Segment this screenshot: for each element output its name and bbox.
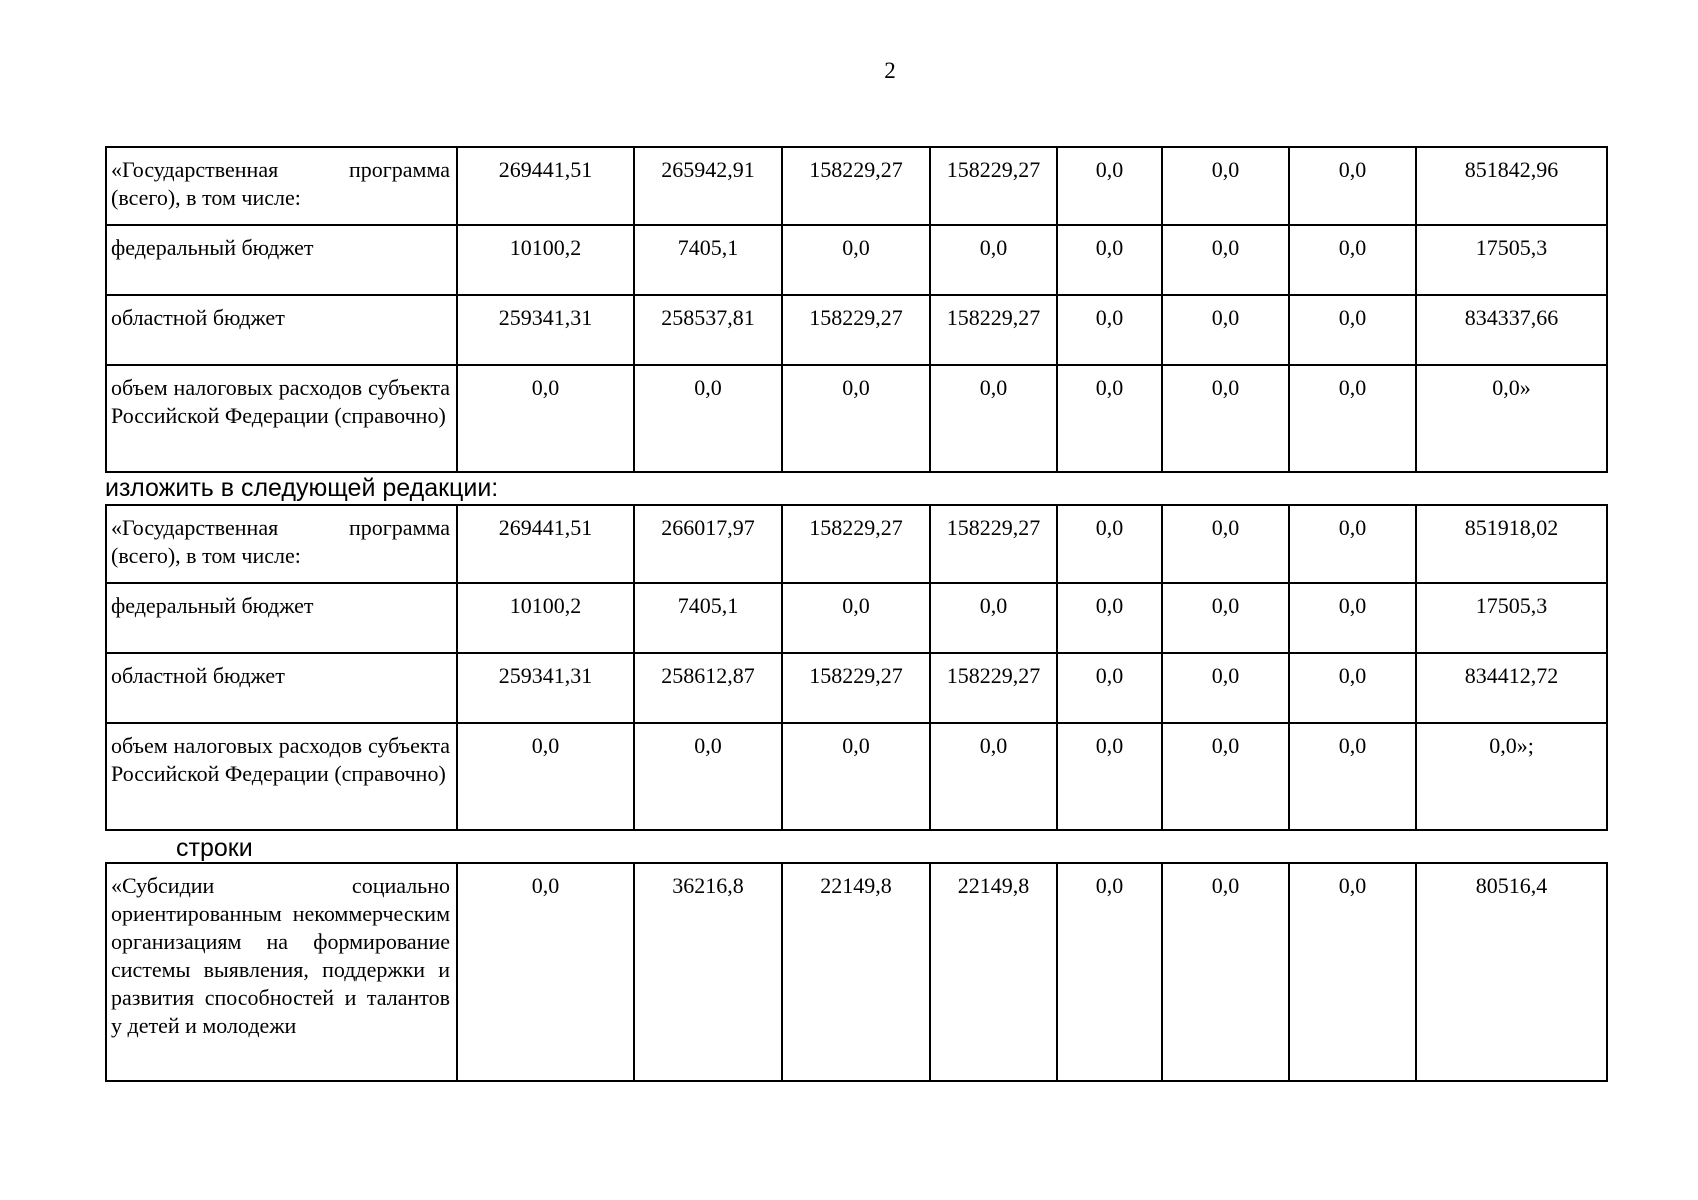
table-cell: 0,0 (1057, 863, 1162, 1081)
table-cell: 0,0»; (1416, 723, 1607, 830)
table-cell: 10100,2 (457, 583, 634, 653)
table-cell: 0,0 (1162, 505, 1289, 583)
table-cell: 269441,51 (457, 147, 634, 225)
table-cell: 158229,27 (930, 505, 1057, 583)
row-label: федеральный бюджет (106, 225, 457, 295)
budget-table-new (105, 504, 1608, 831)
table-cell: 22149,8 (782, 863, 930, 1081)
table-cell: 0,0 (1162, 583, 1289, 653)
table-cell: 0,0 (1162, 225, 1289, 295)
table-cell: 158229,27 (930, 653, 1057, 723)
table-cell: 10100,2 (457, 225, 634, 295)
table-cell: 258612,87 (634, 653, 782, 723)
table-row (106, 723, 1607, 830)
table-cell: 0,0 (930, 583, 1057, 653)
table-cell: 0,0 (1162, 147, 1289, 225)
row-label: областной бюджет (106, 295, 457, 365)
table-cell: 834337,66 (1416, 295, 1607, 365)
table-row (106, 365, 1607, 472)
table-cell: 0,0 (1289, 225, 1416, 295)
table-cell: 0,0 (1057, 365, 1162, 472)
row-label: «Государственная программа (всего), в том числе: (106, 505, 457, 583)
table-cell: 258537,81 (634, 295, 782, 365)
table-cell: 0,0 (782, 365, 930, 472)
table-cell: 7405,1 (634, 583, 782, 653)
page-number: 2 (884, 58, 896, 83)
table-cell: 158229,27 (782, 147, 930, 225)
table-cell: 0,0 (1057, 295, 1162, 365)
table-cell: 0,0 (782, 723, 930, 830)
table-cell: 36216,8 (634, 863, 782, 1081)
table-cell: 0,0 (930, 225, 1057, 295)
table-cell: 265942,91 (634, 147, 782, 225)
row-label: объем налоговых расходов субъекта Российской Федерации (справочно) (106, 723, 457, 830)
table-cell: 158229,27 (930, 295, 1057, 365)
table-cell: 0,0 (1057, 723, 1162, 830)
budget-table-old (105, 146, 1608, 473)
table-cell: 158229,27 (930, 147, 1057, 225)
table-cell: 0,0 (1057, 653, 1162, 723)
table-cell: 269441,51 (457, 505, 634, 583)
table-cell: 0,0 (1289, 863, 1416, 1081)
table-cell: 17505,3 (1416, 583, 1607, 653)
table-cell: 0,0 (1057, 147, 1162, 225)
table-cell: 0,0 (1162, 365, 1289, 472)
table-cell: 158229,27 (782, 505, 930, 583)
table-cell: 158229,27 (782, 653, 930, 723)
table-cell: 0,0 (634, 723, 782, 830)
row-label: «Государственная программа (всего), в том числе: (106, 147, 457, 225)
table-row (106, 583, 1607, 653)
table-cell: 0,0 (457, 365, 634, 472)
table-row (106, 225, 1607, 295)
table-cell: 17505,3 (1416, 225, 1607, 295)
table-cell: 0,0 (1289, 147, 1416, 225)
table-cell: 0,0 (1162, 723, 1289, 830)
table-cell: 0,0 (1289, 365, 1416, 472)
table-cell: 0,0 (782, 225, 930, 295)
table-row (106, 653, 1607, 723)
table-cell: 0,0 (1057, 583, 1162, 653)
rows-caption: строки (176, 834, 253, 862)
table-cell: 0,0 (1289, 505, 1416, 583)
table-cell: 0,0 (634, 365, 782, 472)
table-cell: 0,0 (930, 365, 1057, 472)
table-cell: 0,0 (457, 863, 634, 1081)
table-cell: 158229,27 (782, 295, 930, 365)
table-cell: 0,0 (1289, 583, 1416, 653)
table-cell: 0,0» (1416, 365, 1607, 472)
table-cell: 80516,4 (1416, 863, 1607, 1081)
table-cell: 266017,97 (634, 505, 782, 583)
row-label: федеральный бюджет (106, 583, 457, 653)
table-cell: 0,0 (1162, 295, 1289, 365)
table-cell: 0,0 (1162, 653, 1289, 723)
table-cell: 834412,72 (1416, 653, 1607, 723)
row-label: «Субсидии социально ориентированным некоммерческим организациям на формирование системы выявления, поддержки и развития способностей и талантов у детей и молодежи (106, 863, 457, 1081)
amendment-caption: изложить в следующей редакции: (105, 474, 499, 502)
row-label: объем налоговых расходов субъекта Российской Федерации (справочно) (106, 365, 457, 472)
table-cell: 22149,8 (930, 863, 1057, 1081)
table-cell: 0,0 (930, 723, 1057, 830)
table-cell: 0,0 (457, 723, 634, 830)
table-row (106, 505, 1607, 583)
table-cell: 0,0 (1289, 653, 1416, 723)
table-cell: 0,0 (1162, 863, 1289, 1081)
table-row (106, 863, 1607, 1081)
subsidy-table (105, 862, 1608, 1082)
table-cell: 259341,31 (457, 295, 634, 365)
table-cell: 0,0 (1289, 723, 1416, 830)
row-label: областной бюджет (106, 653, 457, 723)
table-row (106, 295, 1607, 365)
table-cell: 0,0 (1057, 505, 1162, 583)
table-cell: 851918,02 (1416, 505, 1607, 583)
table-cell: 0,0 (1057, 225, 1162, 295)
table-cell: 0,0 (1289, 295, 1416, 365)
table-cell: 851842,96 (1416, 147, 1607, 225)
table-cell: 259341,31 (457, 653, 634, 723)
table-cell: 0,0 (782, 583, 930, 653)
table-row (106, 147, 1607, 225)
table-cell: 7405,1 (634, 225, 782, 295)
